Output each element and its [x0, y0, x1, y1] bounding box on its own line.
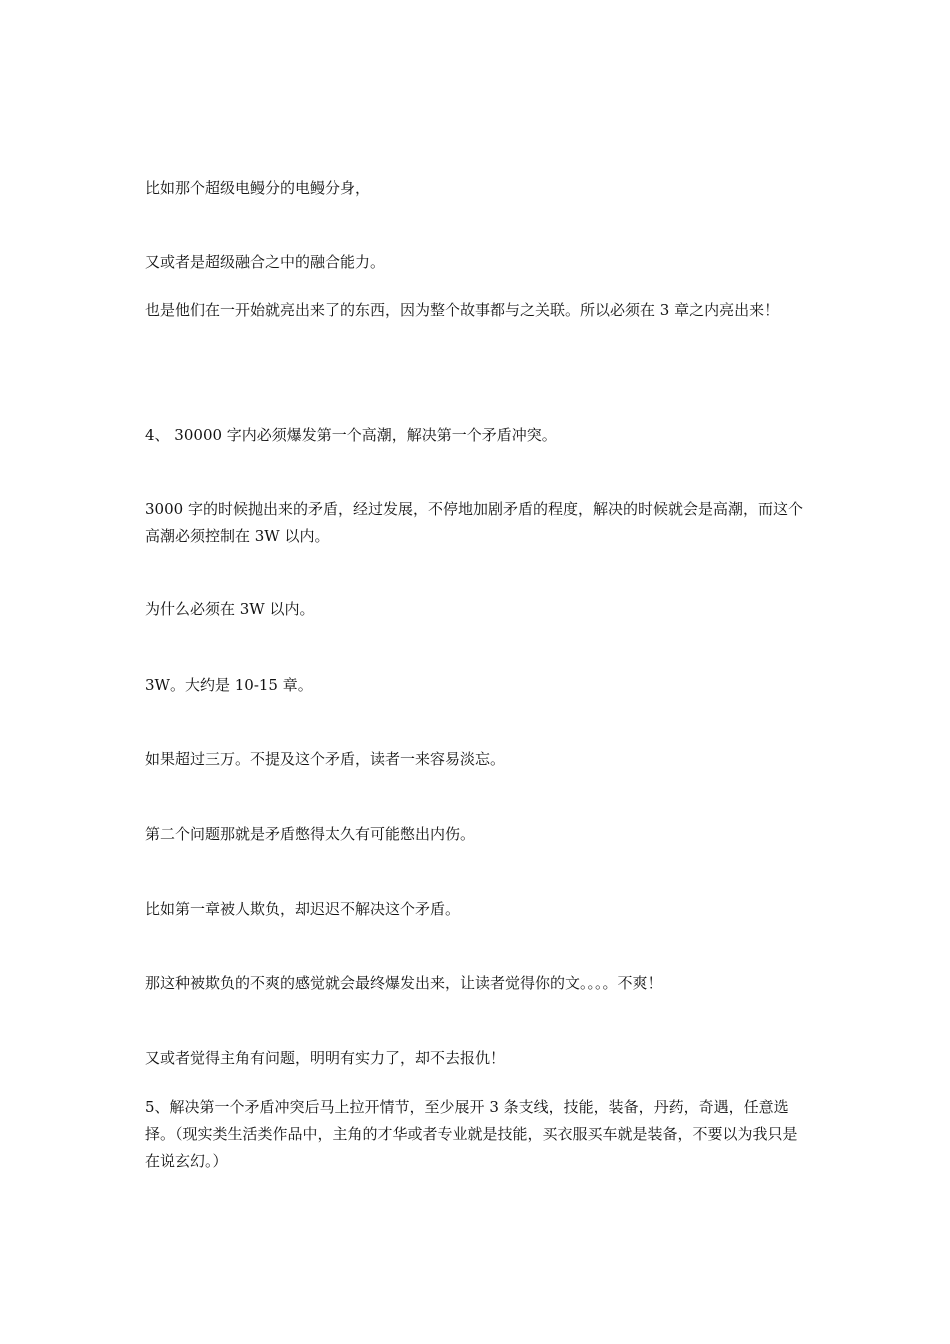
paragraph-6: 为什么必须在 3W 以内。: [145, 600, 315, 618]
paragraph-3: 也是他们在一开始就亮出来了的东西，因为整个故事都与之关联。所以必须在 3 章之内亮出来！: [145, 301, 780, 319]
paragraph-13: 5、解决第一个矛盾冲突后马上拉开情节，至少展开 3 条支线，技能，装备，丹药，奇遇，任意选择。（现实类生活类作品中，主角的才华或者专业就是技能，买衣服买车就是装备，不要以为我只是在说玄幻。）: [145, 1098, 798, 1170]
paragraph-8: 如果超过三万。不提及这个矛盾，读者一来容易淡忘。: [145, 750, 506, 768]
paragraph-5: 3000 字的时候抛出来的矛盾，经过发展，不停地加剧矛盾的程度，解决的时候就会是高潮，而这个高潮必须控制在 3W 以内。: [145, 500, 803, 545]
paragraph-10: 比如第一章被人欺负，却迟迟不解决这个矛盾。: [145, 900, 461, 918]
paragraph-7: 3W。大约是 10-15 章。: [145, 676, 313, 694]
paragraph-11: 那这种被欺负的不爽的感觉就会最终爆发出来，让读者觉得你的文。。。。不爽！: [145, 974, 663, 992]
paragraph-1: 比如那个超级电鳗分的电鳗分身，: [145, 179, 371, 197]
paragraph-12: 又或者觉得主角有问题，明明有实力了，却不去报仇！: [145, 1049, 506, 1067]
paragraph-9: 第二个问题那就是矛盾憋得太久有可能憋出内伤。: [145, 825, 476, 843]
paragraph-4: 4、 30000 字内必须爆发第一个高潮，解决第一个矛盾冲突。: [145, 426, 557, 444]
paragraph-2: 又或者是超级融合之中的融合能力。: [145, 253, 386, 271]
